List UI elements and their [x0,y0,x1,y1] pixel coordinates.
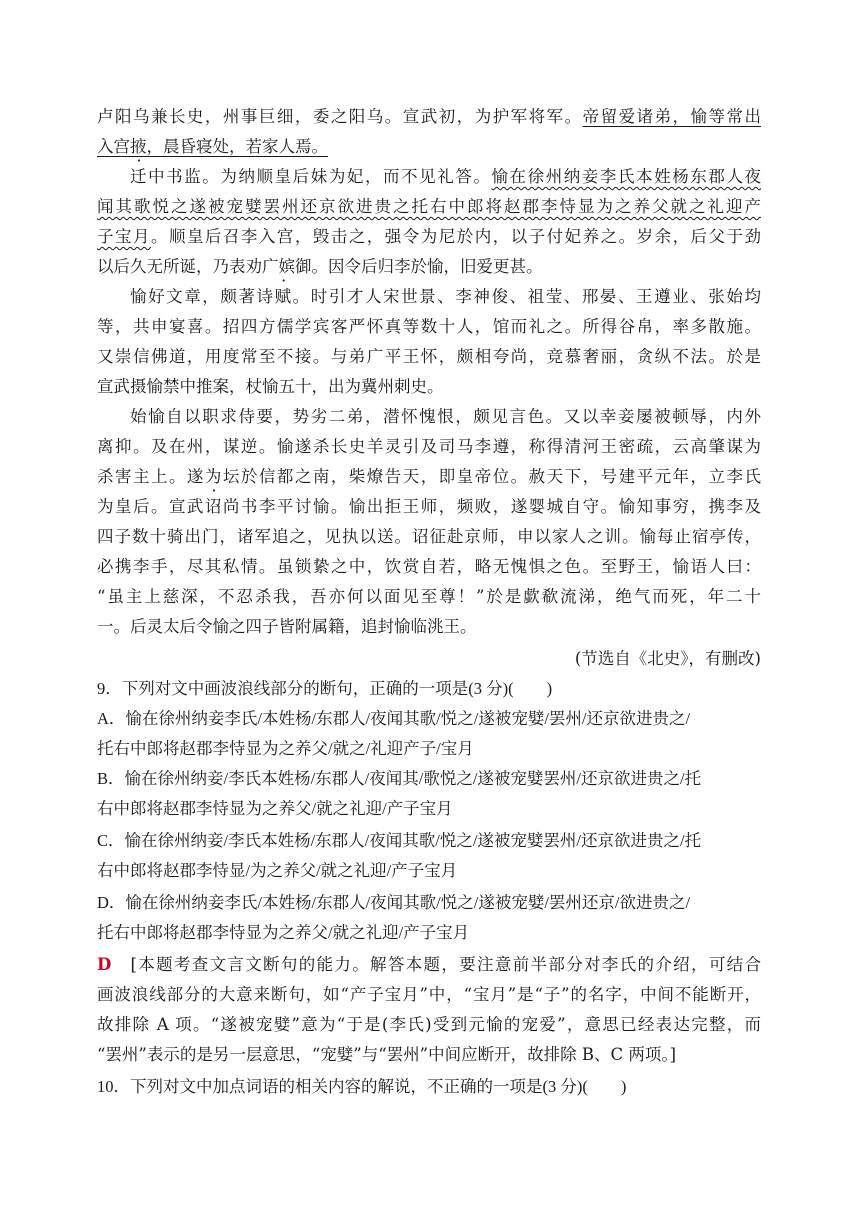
passage-line [97,136,761,158]
passage-line [97,496,761,518]
dotted-word: 迁 [130,167,149,186]
answer-line: 画波浪线部分的大意来断句，如“产子宝月”中，“宝月”是“子”的名字，中间不能断开， [97,985,761,1004]
source-citation: (节选自《北史》，有删改) [574,649,761,668]
passage-line: “虽主上慈深，不忍杀我，吾亦何以面见至尊！”於是歔欷流涕，绝气而死，年二十 [97,587,761,606]
wavy-underlined-text: 子宝月 [97,227,151,246]
question-9-stem: 9．下列对文中画波浪线部分的断句，正确的一项是(3 分)( ) [97,679,553,698]
wavy-underlined-text: 闻其歌悦之遂被宠嬖罢州还京欲进贵之托右中郎将赵郡李恃显为之养父就之礼迎产 [97,197,761,216]
option-c-line: C．愉在徐州纳妾/李氏本姓杨/东郡人/夜闻其歌/悦之/遂被宠嬖罢州/还京欲进贵之/托 [97,831,702,850]
passage-line: 四子数十骑出门，诸军追之，见执以送。诏征赴京师，申以家人之训。愉每止宿亭传， [97,527,761,546]
underlined-text: 入宫掖，晨昏寝处，若家人焉。 [97,137,328,156]
option-d-line: D．愉在徐州纳妾李氏/本姓杨/东郡人/夜闻其歌/悦之/遂被宠嬖/罢州还京/欲进贵之/ [97,893,691,912]
underlined-text: 帝留爱诸弟，愉等常出 [582,107,762,126]
text-span: 为皇后。宣武 [97,497,205,516]
text-span: 。顺皇后召李入宫，毁击之，强令为尼於内，以子付妃养之。岁余，后父于劲 [150,227,762,246]
dotted-word: 诏 [204,497,223,516]
wavy-underlined-text: 愉在徐州纳妾李氏本姓杨东郡人夜 [491,167,762,186]
passage-line: 一。后灵太后令愉之四子皆附属籍，追封愉临洮王。 [97,617,477,636]
question-10-stem: 10．下列对文中加点词语的相关内容的解说，不正确的一项是(3 分)( ) [97,1077,627,1096]
text-span: 卢阳乌兼长史，州事巨细，委之阳乌。宣武初，为护军将军。 [97,107,583,126]
passage-line: 杀害主上。遂为坛於信都之南，柴燎告天，即皇帝位。赦天下，号建平元年，立李氏 [97,467,761,486]
option-b-line: B．愉在徐州纳妾/李氏本姓杨/东郡人/夜闻其/歌悦之/遂被宠嬖罢州/还京欲进贵之/托 [97,769,702,788]
answer-line: 故排除 A 项。“遂被宠嬖”意为“于是(李氏)受到元愉的宠爱”，意思已经表达完整，而 [97,1015,761,1034]
passage-line: 离抑。及在州，谋逆。愉遂杀长史羊灵引及司马李遵，称得清河王密疏，云高肇谋为 [97,437,761,456]
passage-line [130,166,761,188]
passage-line [97,106,761,128]
option-a-line: 托右中郎将赵郡李恃显为之养父/就之/礼迎产子/宝月 [97,739,474,758]
option-a-line: A．愉在徐州纳妾李氏/本姓杨/东郡人/夜闻其歌/悦之/遂被宠嬖/罢州/还京欲进贵之/ [97,709,691,728]
passage-line: 始愉自以职求侍要，势劣二弟，潜怀愧恨，颇见言色。又以幸妾屡被顿辱，内外 [130,407,761,426]
text-span: 尚书李平讨愉。愉出拒王师，频败，遂婴城自守。愉知事穷，携李及 [222,497,762,516]
dotted-word: 赋 [274,287,293,306]
passage-line: 又崇信佛道，用度常至不接。与弟广平王怀，颇相夸尚，竞慕奢丽，贪纵不法。於是 [97,347,761,366]
option-b-line: 右中郎将赵郡李恃显为之养父/就之礼迎/产子宝月 [97,799,453,818]
passage-line: 以后久无所诞，乃表劝广嫔御。因令后归李於愉，旧爱更甚。 [97,257,543,276]
passage-line [97,226,761,248]
answer-line [97,954,761,976]
answer-key: D [97,955,112,974]
answer-line: “罢州”表示的是另一层意思，“宠嬖”与“罢州”中间应断开，故排除 B、C 两项。] [97,1045,677,1064]
option-d-line: 托右中郎将赵郡李恃显为之养父/就之礼迎/产子宝月 [97,923,470,942]
passage-line: 必携李手，尽其私情。虽锁絷之中，饮赏自若，略无愧惧之色。至野王，愉语人曰： [97,557,761,576]
text-span: 。时引才人宋世景、李神俊、祖莹、邢晏、王遵业、张始均 [292,287,762,306]
text-span: 中书监。为纳顺皇后妹为妃，而不见礼答。 [148,167,492,186]
passage-line: 宣武摄愉禁中推案，杖愉五十，出为冀州刺史。 [97,377,444,396]
text-span: [本题考查文言文断句的能力。解答本题，要注意前半部分对李氏的介绍，可结合 [111,955,761,974]
passage-line [130,286,761,308]
text-span: 愉好文章，颇著诗 [130,287,275,306]
option-c-line: 右中郎将赵郡李恃显/为之养父/就之礼迎/产子宝月 [97,861,458,880]
passage-line: 等，共申宴喜。招四方儒学宾客严怀真等数十人，馆而礼之。所得谷帛，率多散施。 [97,317,761,336]
passage-line [97,196,761,218]
